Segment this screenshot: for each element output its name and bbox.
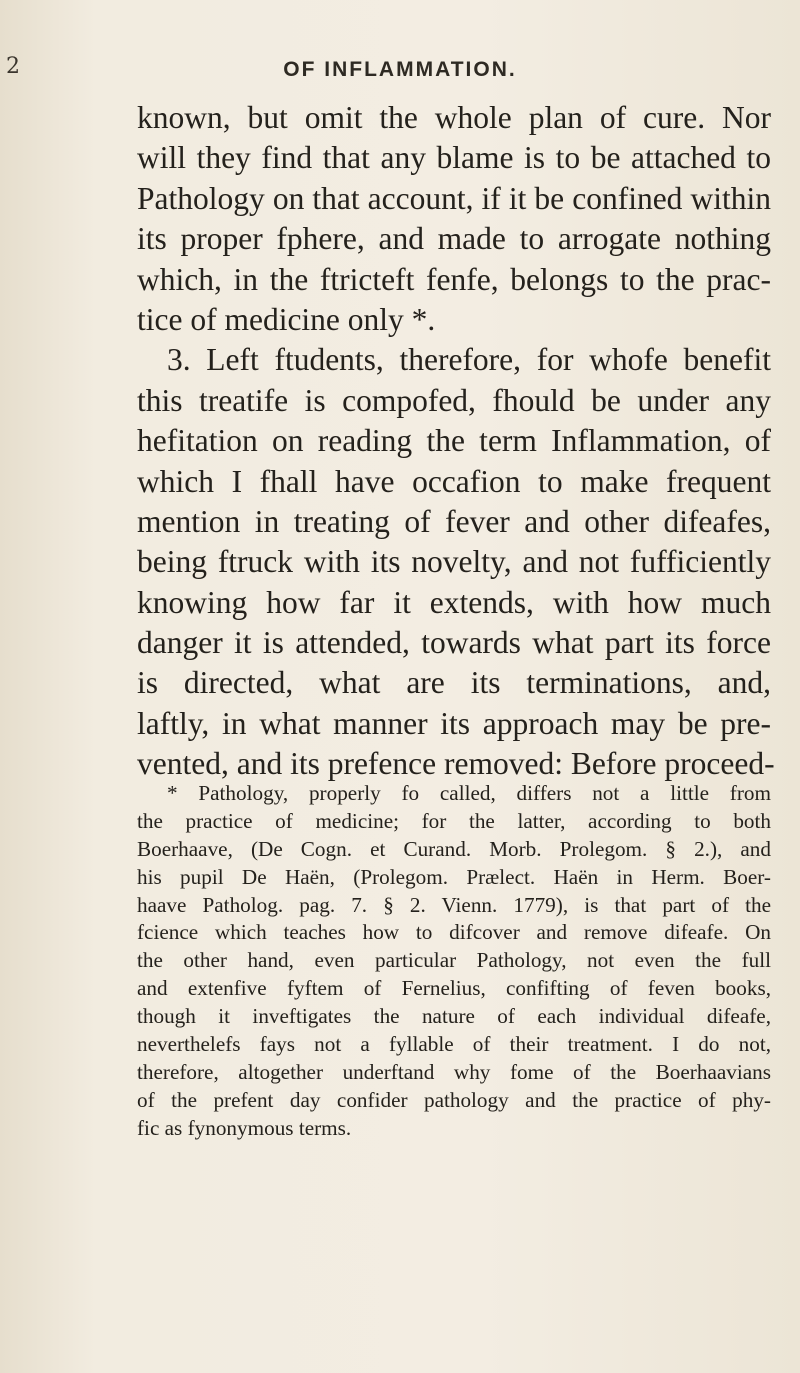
body-line: vented, and its prefence removed: Before proceed- bbox=[137, 746, 775, 782]
footnote-line: the practice of medicine; for the latter, according to both bbox=[137, 808, 771, 833]
footnote-line: though it inveftigates the nature of each individual difeafe, bbox=[137, 1004, 771, 1029]
body-line: its proper fphere, and made to arrogate nothing bbox=[137, 221, 771, 257]
footnote-line: fic as fynonymous terms. bbox=[137, 1115, 352, 1140]
footnote-line: haave Patholog. pag. 7. § 2. Vienn. 1779), is that part of the bbox=[137, 892, 771, 917]
page-number: 2 bbox=[6, 54, 20, 79]
footnote-line: fcience which teaches how to difcover and remove difeafe. On bbox=[137, 920, 771, 945]
body-line: 3. Left ftudents, therefore, for whofe benefit bbox=[167, 342, 771, 378]
body-text bbox=[137, 98, 775, 785]
body-line: laftly, in what manner its approach may be pre- bbox=[137, 705, 771, 741]
footnote-line: the other hand, even particular Pathology, not even the full bbox=[137, 948, 771, 973]
body-line: tice of medicine only *. bbox=[137, 301, 436, 337]
body-line: danger it is attended, towards what part its force bbox=[137, 625, 771, 661]
footnote-line: therefore, altogether underftand why fome of the Boerhaavians bbox=[137, 1059, 771, 1084]
body-line: knowing how far it extends, with how much bbox=[137, 584, 771, 620]
footnote-line: his pupil De Haën, (Prolegom. Prælect. Haën in Herm. Boer- bbox=[137, 864, 771, 889]
body-line: which I fhall have occafion to make frequent bbox=[137, 463, 771, 499]
body-line: mention in treating of fever and other difeafes, bbox=[137, 503, 771, 539]
body-line: which, in the ftricteft fenfe, belongs to the prac- bbox=[137, 261, 771, 297]
body-line: this treatife is compofed, fhould be under any bbox=[137, 382, 771, 418]
body-line: is directed, what are its terminations, and, bbox=[137, 665, 771, 701]
footnote-line: * Pathology, properly fo called, differs not a little from bbox=[167, 781, 771, 805]
running-head: OF INFLAMMATION. bbox=[283, 58, 517, 81]
body-line: known, but omit the whole plan of cure. Nor bbox=[137, 100, 771, 135]
body-line: will they find that any blame is to be attached to bbox=[137, 140, 771, 176]
footnote-line: Boerhaave, (De Cogn. et Curand. Morb. Prolegom. § 2.), and bbox=[137, 836, 771, 861]
body-line: being ftruck with its novelty, and not fufficiently bbox=[137, 544, 771, 580]
body-line: Pathology on that account, if it be confined within bbox=[137, 180, 771, 216]
footnote-line: neverthelefs fays not a fyllable of their treatment. I do not, bbox=[137, 1032, 771, 1057]
body-line: hefitation on reading the term Inflammation, of bbox=[137, 423, 771, 459]
footnote-line: of the prefent day confider pathology and the practice of phy- bbox=[137, 1087, 771, 1112]
footnote-line: and extenfive fyftem of Fernelius, confifting of feven books, bbox=[137, 976, 771, 1001]
footnote bbox=[137, 780, 771, 1143]
